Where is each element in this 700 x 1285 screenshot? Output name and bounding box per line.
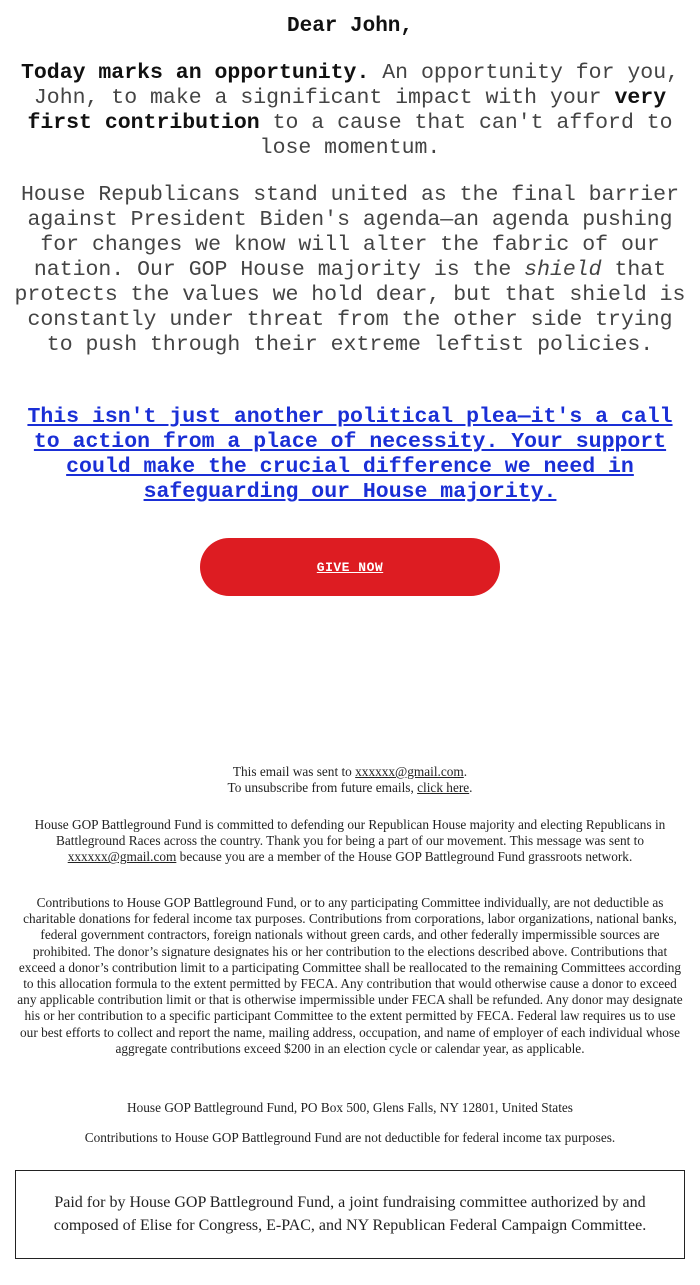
footer-sent-line bbox=[14, 764, 686, 780]
footer-sent-email-link[interactable]: xxxxxx@gmail.com bbox=[355, 764, 464, 779]
footer-about-b: because you are a member of the House GOP Battleground Fund grassroots network. bbox=[176, 849, 633, 865]
intro-paragraph bbox=[20, 61, 680, 161]
footer-tax-notice: Contributions to House GOP Battleground Fund are not deductible for federal income tax purposes. bbox=[84, 1130, 616, 1145]
footer-legal-disclaimer: Contributions to House GOP Battleground Fund, or to any participating Committee individually, are not deductible as charitable donations for federal income tax purposes. Contributions from corporations, labor organizations, national banks, federal government contractors, foreign nationals without green cards, and other federally impermissible sources are prohibited. The donor’s signature designates his or her contribution to the elections described above. Contributions that exceed a donor’s contribution limit to a participating Committee shall be reallocated to the remaining Committees according to this allocation formula to the extent permitted by FECA. Any contribution that would otherwise cause a donor to exceed any applicable contribution limit or that is otherwise impermissible under FECA shall be refunded. Any donor may designate his or her contribution to a specific participant Committee to the extent permitted by FECA. Federal law requires us to use our best efforts to collect and report the name, mailing address, occupation, and name of employer of each individual whose aggregate contributions exceed $200 in an election cycle or calendar year, as applicable. bbox=[17, 895, 683, 1056]
footer-about-paragraph bbox=[14, 817, 686, 866]
intro-text-b: to a cause that can't afford to lose momentum. bbox=[259, 111, 673, 160]
intro-text-a: An opportunity for you, John, to make a significant impact with your bbox=[33, 61, 679, 110]
intro-bold-lead: Today marks an opportunity. bbox=[20, 61, 370, 85]
email-greeting: Dear John, bbox=[286, 15, 414, 38]
footer-mailing-address: House GOP Battleground Fund, PO Box 500, Glens Falls, NY 12801, United States bbox=[127, 1100, 573, 1115]
unsubscribe-link[interactable]: click here bbox=[417, 780, 470, 796]
paid-for-disclaimer-box bbox=[15, 1170, 685, 1259]
intro-bold-mid: very first contribution bbox=[27, 86, 667, 135]
footer-sent-prefix: This email was sent to bbox=[232, 764, 356, 779]
body-italic-shield: shield bbox=[524, 258, 602, 282]
footer-about-a: House GOP Battleground Fund is committed to defending our Republican House majority and electing Republicans in Battleground Races across the country. Thank you for being a part of our movement. This message was sent to bbox=[34, 817, 666, 849]
paid-for-text: Paid for by House GOP Battleground Fund, a joint fundraising committee authorized by and composed of Elise for Congress, E-PAC, and NY Republican Federal Campaign Committee. bbox=[53, 1194, 647, 1234]
footer-about-email-link[interactable]: xxxxxx@gmail.com bbox=[67, 849, 177, 865]
give-now-button[interactable]: GIVE NOW bbox=[200, 538, 500, 596]
footer-unsub-prefix: To unsubscribe from future emails, bbox=[227, 780, 418, 796]
body-text-b: that protects the values we hold dear, but that shield is constantly under threat from the other side trying to push through their extreme leftist policies. bbox=[14, 258, 686, 357]
footer-unsubscribe-line bbox=[14, 780, 686, 796]
body-paragraph bbox=[12, 183, 688, 358]
body-text-a: House Republicans stand united as the final barrier against President Biden's agenda—an agenda pushing for changes we know will alter the fabric of our nation. Our GOP House majority is the bbox=[20, 183, 679, 282]
footer-sent-suffix: . bbox=[463, 764, 468, 779]
footer-unsub-suffix: . bbox=[469, 780, 473, 796]
footer-sent-info bbox=[14, 764, 686, 796]
plea-link[interactable]: This isn't just another political plea—it's a call to action from a place of necessity. Your support could make the crucial difference we need in safeguarding our House majority. bbox=[27, 405, 673, 504]
